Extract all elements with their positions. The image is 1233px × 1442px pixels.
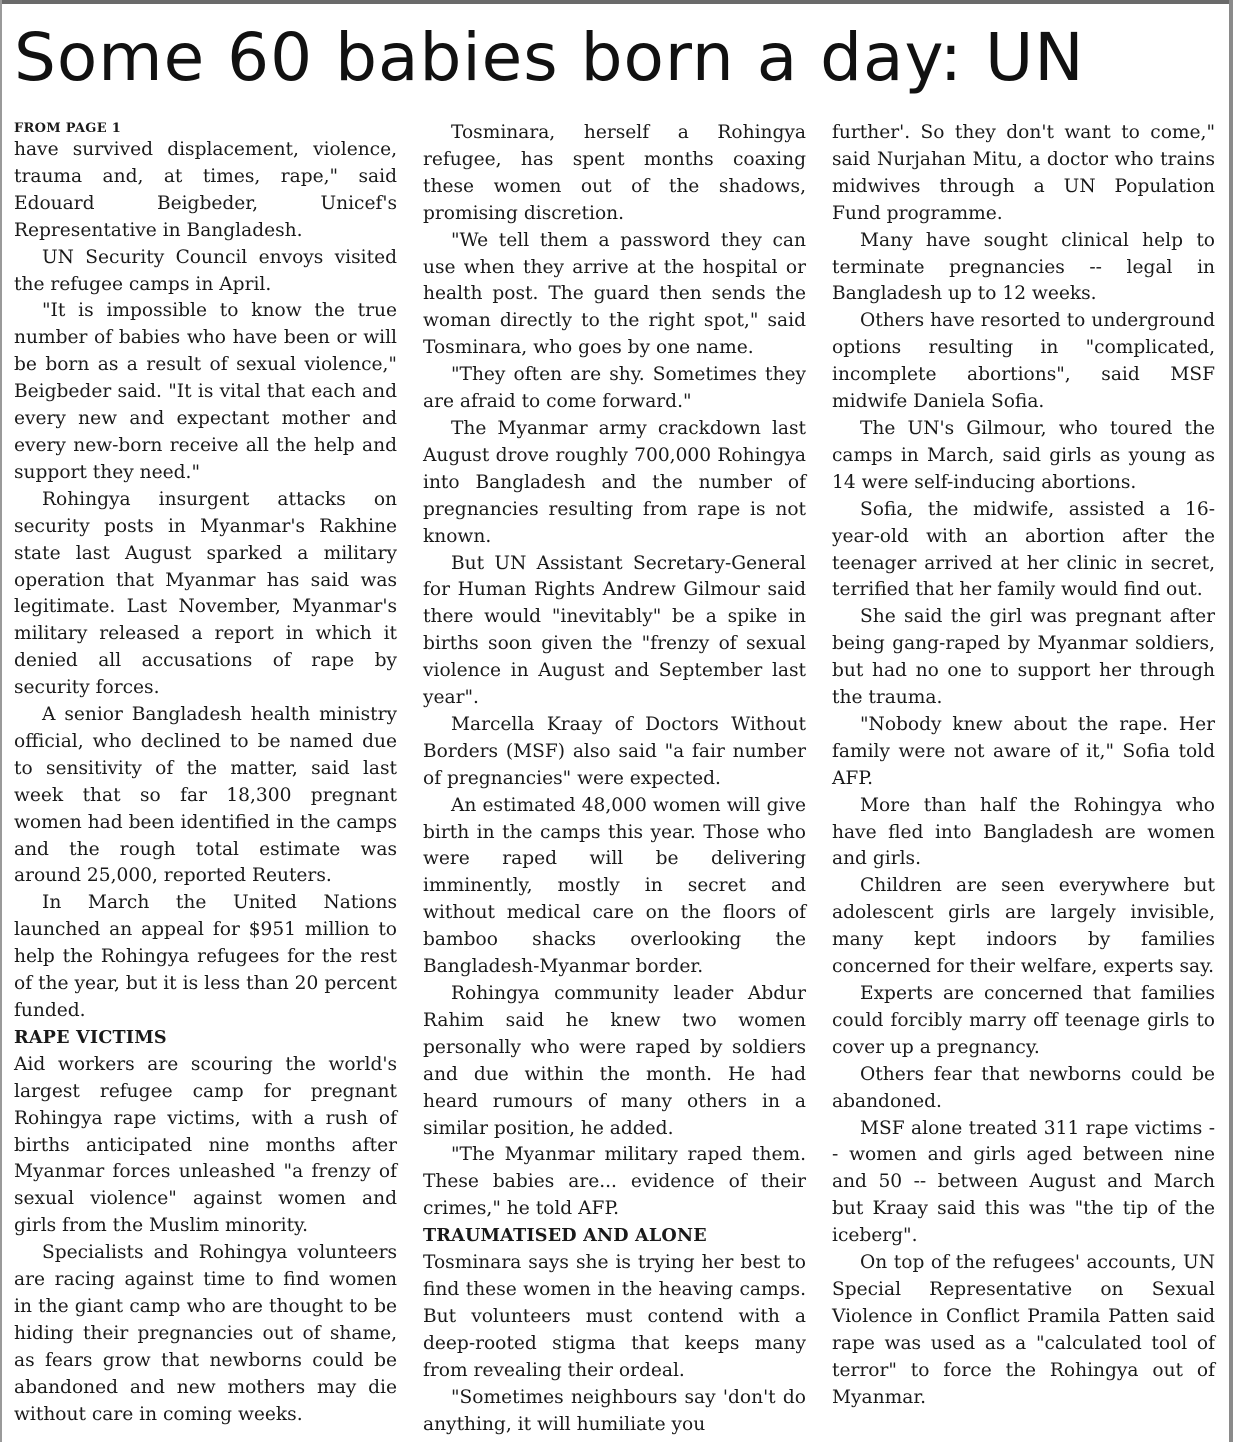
paragraph: Aid workers are scouring the world's largest refugee camp for pregnant Rohingya rape victims, with a rush of births anticipated nine months after Myanmar forces unleashed "a frenzy of sexual violence" against women and girls from the Muslim minority. — [14, 1053, 397, 1237]
paragraph: "Sometimes neighbours say 'don't do anything, it will humiliate you — [423, 1386, 806, 1435]
article-column-3 — [832, 120, 1215, 1412]
headline: Some 60 babies born a day: UN — [14, 19, 1085, 96]
article-column-2 — [423, 120, 806, 1438]
subheading: RAPE VICTIMS — [14, 1026, 167, 1048]
paragraph: The Myanmar army crackdown last August drove roughly 700,000 Rohingya into Bangladesh and the number of pregnancies resulting from rape is not known. — [423, 417, 806, 547]
right-border — [1229, 0, 1233, 1442]
paragraph: Sofia, the midwife, assisted a 16-year-old with an abortion after the teenager arrived at her clinic in secret, terrified that her family would find out. — [832, 498, 1215, 601]
paragraph: On top of the refugees' accounts, UN Special Representative on Sexual Violence in Conflict Pramila Patten said rape was used as a "calculated tool of terror" to force the Rohingya out of Myanmar. — [832, 1252, 1215, 1408]
paragraph: She said the girl was pregnant after being gang-raped by Myanmar soldiers, but had no one to support her through the trauma. — [832, 606, 1215, 709]
paragraph: In March the United Nations launched an appeal for $951 million to help the Rohingya refugees for the rest of the year, but it is less than 20 percent funded. — [14, 892, 397, 1021]
paragraph: UN Security Council envoys visited the refugee camps in April. — [14, 246, 397, 295]
paragraph: A senior Bangladesh health ministry official, who declined to be named due to sensitivity of the matter, said last week that so far 18,300 pregnant women had been identified in the camps and the rough total estimate was around 25,000, reported Reuters. — [14, 704, 397, 887]
paragraph: Others have resorted to underground options resulting in "complicated, incomplete abortions", said MSF midwife Daniela Sofia. — [832, 310, 1215, 413]
paragraph: But UN Assistant Secretary-General for Human Rights Andrew Gilmour said there would "inevitably" be a spike in births soon given the "frenzy of sexual violence in August and September last year". — [423, 552, 806, 709]
paragraph: MSF alone treated 311 rape victims -- women and girls aged between nine and 50 -- between August and March but Kraay said this was "the tip of the iceberg". — [832, 1117, 1215, 1247]
paragraph: "It is impossible to know the true number of babies who have been or will be born as a result of sexual violence," Beigbeder said. "It is vital that each and every new and expectant mother and every new-born receive all the help and support they need." — [14, 300, 397, 483]
paragraph: An estimated 48,000 women will give birth in the camps this year. Those who were raped will be delivering imminently, mostly in secret and without medical care on the floors of bamboo shacks overlooking the Bangladesh-Myanmar border. — [423, 794, 806, 978]
paragraph: Rohingya insurgent attacks on security posts in Myanmar's Rakhine state last August sparked a military operation that Myanmar has said was legitimate. Last November, Myanmar's military released a report in which it denied all accusations of rape by security forces. — [14, 488, 397, 699]
paragraph: Specialists and Rohingya volunteers are racing against time to find women in the giant camp who are thought to be hiding their pregnancies out of shame, as fears grow that newborns could be abandoned and new mothers may die without care in coming weeks. — [14, 1242, 397, 1425]
paragraph: "Nobody knew about the rape. Her family were not aware of it," Sofia told AFP. — [832, 713, 1215, 789]
paragraph: Marcella Kraay of Doctors Without Borders (MSF) also said "a fair number of pregnancies" were expected. — [423, 713, 806, 789]
paragraph: "They often are shy. Sometimes they are afraid to come forward." — [423, 364, 806, 413]
paragraph: "The Myanmar military raped them. These babies are... evidence of their crimes," he told AFP. — [423, 1144, 806, 1220]
paragraph: Experts are concerned that families could forcibly marry off teenage girls to cover up a pregnancy. — [832, 983, 1215, 1058]
top-border — [0, 0, 1233, 4]
paragraph: More than half the Rohingya who have fled into Bangladesh are women and girls. — [832, 794, 1215, 870]
paragraph: Tosminara, herself a Rohingya refugee, has spent months coaxing these women out of the shadows, promising discretion. — [423, 122, 806, 224]
kicker: FROM PAGE 1 — [14, 121, 122, 136]
paragraph: The UN's Gilmour, who toured the camps in March, said girls as young as 14 were self-inducing abortions. — [832, 417, 1215, 493]
paragraph: "We tell them a password they can use when they arrive at the hospital or health post. The guard then sends the woman directly to the right spot," said Tosminara, who goes by one name. — [423, 229, 806, 359]
paragraph: have survived displacement, violence, trauma and, at times, rape," said Edouard Beigbeder, Unicef's Representative in Bangladesh. — [14, 139, 397, 241]
paragraph: Tosminara says she is trying her best to find these women in the heaving camps. But volunteers must contend with a deep-rooted stigma that keeps many from revealing their ordeal. — [423, 1252, 806, 1381]
left-border — [0, 0, 2, 1442]
paragraph: Children are seen everywhere but adolescent girls are largely invisible, many kept indoors by families concerned for their welfare, experts say. — [832, 875, 1215, 978]
paragraph: further'. So they don't want to come," said Nurjahan Mitu, a doctor who trains midwives through a UN Population Fund programme. — [832, 122, 1215, 224]
subheading: TRAUMATISED AND ALONE — [423, 1225, 707, 1247]
paragraph: Others fear that newborns could be abandoned. — [832, 1063, 1215, 1112]
article-column-1 — [14, 120, 397, 1429]
paragraph: Rohingya community leader Abdur Rahim said he knew two women personally who were raped by soldiers and due within the month. He had heard rumours of many others in a similar position, he added. — [423, 983, 806, 1139]
paragraph: Many have sought clinical help to terminate pregnancies -- legal in Bangladesh up to 12 weeks. — [832, 229, 1215, 305]
